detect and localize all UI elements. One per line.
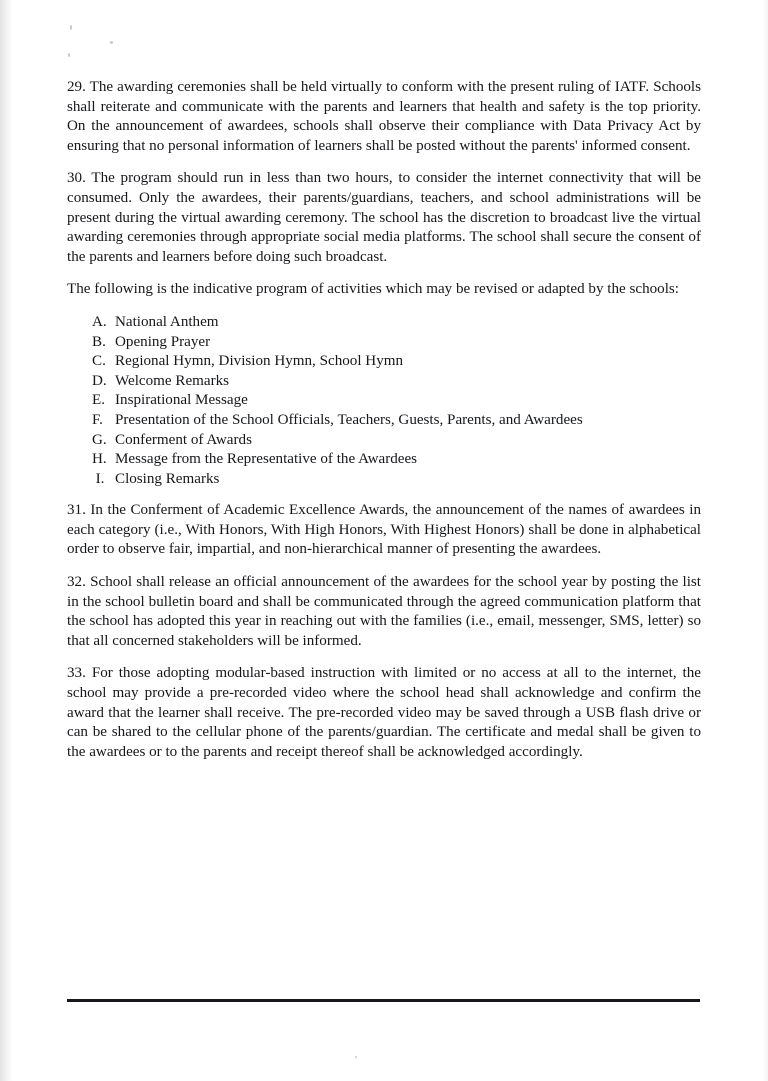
- scan-speckle: [68, 53, 70, 57]
- list-item-label: Message from the Representative of the Awardees: [115, 451, 418, 468]
- list-item-marker: I.: [95, 470, 105, 487]
- footer-rule: [67, 999, 700, 1002]
- list-item: [92, 391, 701, 411]
- list-item: [92, 431, 701, 451]
- paragraph-30: 30. The program should run in less than two hours, to consider the internet connectivity that will be consumed. Only the awardees, their parents/guardians, teachers, and school administrations will be present during the virtual awarding ceremony. The school has the discretion to broadcast live the virtual awarding ceremonies through appropriate social media platforms. The school shall secure the consent of the parents and learners before doing such broadcast.: [67, 170, 701, 265]
- list-item-label: National Anthem: [115, 313, 219, 330]
- list-item: [92, 470, 701, 490]
- list-item-label: Regional Hymn, Division Hymn, School Hymn: [115, 353, 404, 370]
- program-of-activities-list: [67, 313, 701, 489]
- scan-speckle: [70, 25, 72, 30]
- paragraph-32: 32. School shall release an official announcement of the awardees for the school year by posting the list in the school bulletin board and shall be communicated through the agreed communication platform that the school has adopted this year in reaching out with the families (i.e., email, messenger, SMS, letter) so that all concerned stakeholders will be informed.: [67, 574, 701, 649]
- list-item-label: Closing Remarks: [115, 470, 220, 487]
- document-body: [67, 78, 701, 762]
- paragraph-33: 33. For those adopting modular-based instruction with limited or no access at all to the internet, the school may provide a pre-recorded video where the school head shall acknowledge and confirm the award that the learner shall receive. The pre-recorded video may be saved through a USB flash drive or can be shared to the cellular phone of the parents/guardian. The certificate and medal shall be given to the awardees or to the parents and receipt thereof shall be acknowledged accordingly.: [67, 665, 701, 760]
- list-item-label: Inspirational Message: [115, 392, 248, 409]
- list-item-marker: F.: [92, 411, 103, 428]
- paragraph-29: 29. The awarding ceremonies shall be held virtually to conform with the present ruling of IATF. Schools shall reiterate and communicate with the parents and learners that health and safety is the top priority. On the announcement of awardees, schools shall observe their compliance with Data Privacy Act by ensuring that no personal information of learners shall be posted without the parents' informed consent.: [67, 79, 701, 154]
- scan-edge-right: [762, 0, 768, 1081]
- program-list-lead-in: The following is the indicative program of activities which may be revised or adapted by the schools:: [67, 281, 679, 298]
- scan-speckle: [110, 41, 113, 44]
- list-item: [92, 352, 701, 372]
- list-item-marker: G.: [92, 431, 107, 448]
- list-item: [92, 313, 701, 333]
- list-item: [92, 450, 701, 470]
- list-item-marker: D.: [92, 372, 107, 389]
- paragraph-31: 31. In the Conferment of Academic Excellence Awards, the announcement of the names of awardees in each category (i.e., With Honors, With High Honors, With Highest Honors) shall be done in alphabetical order to observe fair, impartial, and non-hierarchical manner of presenting the awardees.: [67, 502, 701, 558]
- list-item-label: Conferment of Awards: [115, 431, 252, 448]
- list-item-marker: H.: [92, 451, 107, 468]
- list-item-label: Opening Prayer: [115, 333, 211, 350]
- list-item-marker: C.: [92, 353, 106, 370]
- scan-speckle: [355, 1056, 357, 1058]
- list-item-label: Welcome Remarks: [115, 372, 230, 389]
- list-item: [92, 372, 701, 392]
- list-item-marker: A.: [92, 313, 107, 330]
- scan-edge-left: [0, 0, 13, 1081]
- list-item: [92, 333, 701, 353]
- list-item-marker: E.: [92, 392, 105, 409]
- list-item-marker: B.: [92, 333, 106, 350]
- list-item-label: Presentation of the School Officials, Teachers, Guests, Parents, and Awardees: [115, 411, 583, 428]
- list-item: [92, 411, 701, 431]
